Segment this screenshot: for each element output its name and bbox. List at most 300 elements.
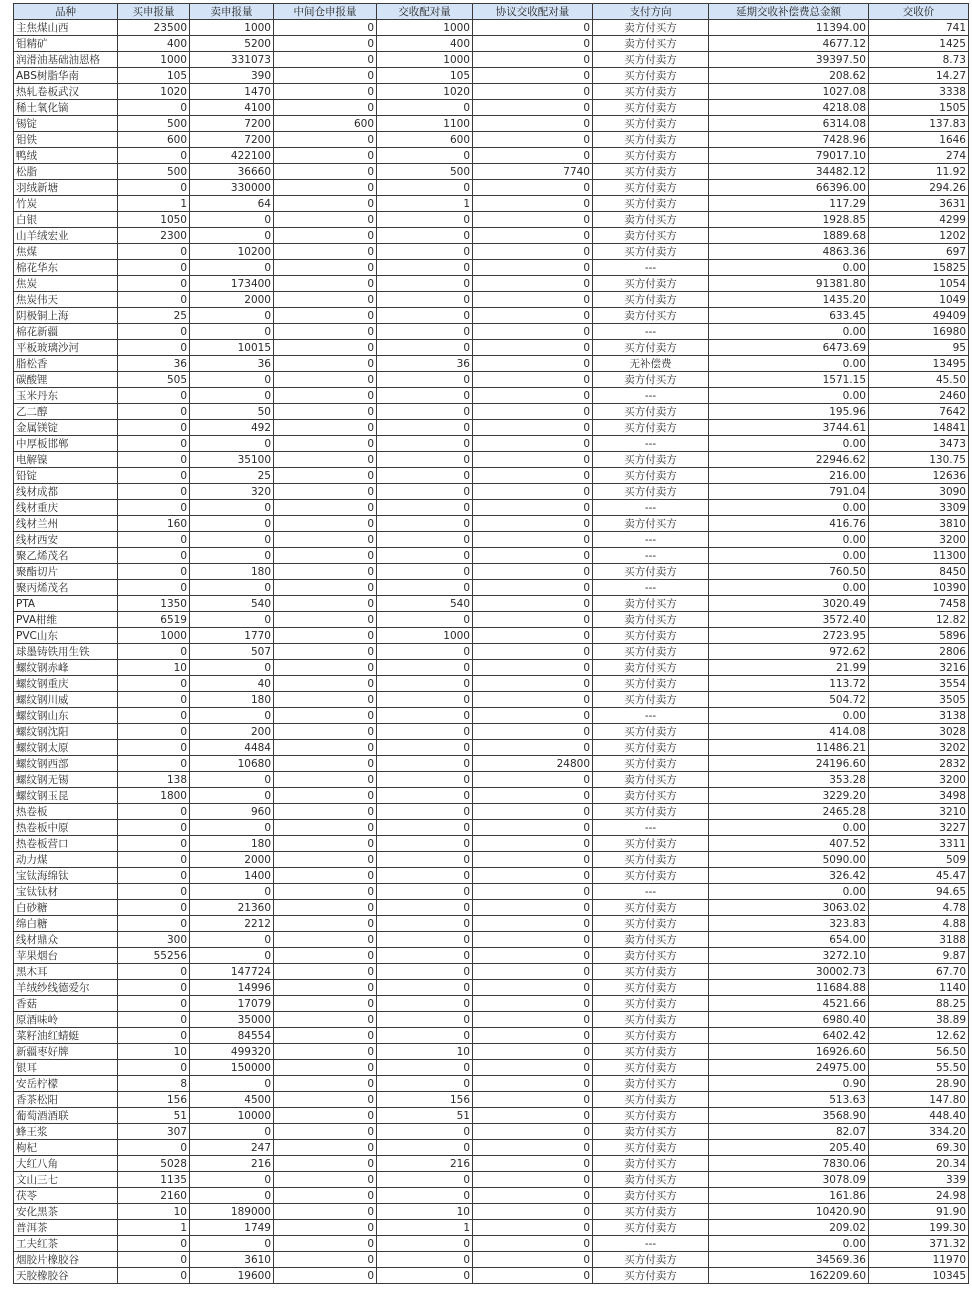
cell-payment-direction: 卖方付买方 (593, 1172, 709, 1188)
cell-payment-direction: 买方付卖方 (593, 196, 709, 212)
cell-delivery-matched: 0 (377, 1028, 473, 1044)
cell-delivery-matched: 0 (377, 580, 473, 596)
cell-product: 白砂糖 (14, 900, 118, 916)
cell-deferred-fee-total: 414.08 (709, 724, 869, 740)
table-row (14, 372, 969, 388)
cell-product: 松脂 (14, 164, 118, 180)
cell-deferred-fee-total: 0.00 (709, 388, 869, 404)
table-row (14, 164, 969, 180)
cell-sell-declared: 200 (190, 724, 274, 740)
cell-product: PVA柑维 (14, 612, 118, 628)
cell-payment-direction: 买方付卖方 (593, 100, 709, 116)
cell-delivery-matched: 400 (377, 36, 473, 52)
cell-buy-declared: 1050 (118, 212, 190, 228)
table-row (14, 292, 969, 308)
cell-buy-declared: 10 (118, 660, 190, 676)
cell-delivery-price: 7458 (869, 596, 969, 612)
cell-delivery-matched: 1000 (377, 20, 473, 36)
cell-product: 热卷板营口 (14, 836, 118, 852)
cell-buy-declared: 0 (118, 404, 190, 420)
table-row (14, 548, 969, 564)
table-row (14, 1076, 969, 1092)
cell-deferred-fee-total: 0.00 (709, 820, 869, 836)
cell-deferred-fee-total: 24196.60 (709, 756, 869, 772)
cell-intermediate-declared: 0 (274, 596, 377, 612)
table-row (14, 980, 969, 996)
cell-delivery-price: 1646 (869, 132, 969, 148)
cell-sell-declared: 4100 (190, 100, 274, 116)
cell-delivery-price: 38.89 (869, 1012, 969, 1028)
cell-deferred-fee-total: 34482.12 (709, 164, 869, 180)
cell-delivery-price: 1202 (869, 228, 969, 244)
cell-agreement-matched: 0 (473, 1060, 593, 1076)
cell-sell-declared: 0 (190, 516, 274, 532)
cell-sell-declared: 0 (190, 548, 274, 564)
cell-intermediate-declared: 0 (274, 212, 377, 228)
cell-deferred-fee-total: 0.00 (709, 1236, 869, 1252)
cell-delivery-matched: 1 (377, 196, 473, 212)
cell-product: 羊绒纱线德爱尔 (14, 980, 118, 996)
cell-payment-direction: 无补偿费 (593, 356, 709, 372)
settlement-table (13, 3, 969, 1284)
cell-buy-declared: 0 (118, 1252, 190, 1268)
table-row (14, 852, 969, 868)
cell-buy-declared: 0 (118, 100, 190, 116)
cell-delivery-price: 56.50 (869, 1044, 969, 1060)
cell-buy-declared: 1135 (118, 1172, 190, 1188)
cell-delivery-price: 5896 (869, 628, 969, 644)
cell-delivery-price: 147.80 (869, 1092, 969, 1108)
cell-intermediate-declared: 0 (274, 1220, 377, 1236)
cell-delivery-matched: 600 (377, 132, 473, 148)
cell-delivery-matched: 0 (377, 260, 473, 276)
cell-delivery-price: 3309 (869, 500, 969, 516)
cell-buy-declared: 1 (118, 1220, 190, 1236)
cell-intermediate-declared: 0 (274, 1252, 377, 1268)
cell-deferred-fee-total: 0.00 (709, 884, 869, 900)
cell-product: 棉花新疆 (14, 324, 118, 340)
cell-payment-direction: 买方付卖方 (593, 1140, 709, 1156)
cell-product: PVC山东 (14, 628, 118, 644)
cell-deferred-fee-total: 0.00 (709, 260, 869, 276)
cell-product: 天胶橡胶谷 (14, 1268, 118, 1284)
cell-agreement-matched: 0 (473, 100, 593, 116)
cell-deferred-fee-total: 504.72 (709, 692, 869, 708)
cell-sell-declared: 0 (190, 308, 274, 324)
cell-delivery-price: 3498 (869, 788, 969, 804)
cell-intermediate-declared: 0 (274, 932, 377, 948)
cell-sell-declared: 1470 (190, 84, 274, 100)
cell-deferred-fee-total: 1435.20 (709, 292, 869, 308)
cell-sell-declared: 7200 (190, 132, 274, 148)
cell-payment-direction: 买方付卖方 (593, 84, 709, 100)
cell-payment-direction: --- (593, 1236, 709, 1252)
cell-sell-declared: 35000 (190, 1012, 274, 1028)
cell-buy-declared: 0 (118, 1028, 190, 1044)
cell-delivery-matched: 0 (377, 996, 473, 1012)
cell-deferred-fee-total: 0.00 (709, 356, 869, 372)
table-row (14, 116, 969, 132)
cell-deferred-fee-total: 6980.40 (709, 1012, 869, 1028)
cell-intermediate-declared: 0 (274, 852, 377, 868)
cell-sell-declared: 0 (190, 772, 274, 788)
cell-product: 枸杞 (14, 1140, 118, 1156)
cell-payment-direction: 买方付卖方 (593, 692, 709, 708)
cell-agreement-matched: 0 (473, 212, 593, 228)
cell-buy-declared: 1000 (118, 52, 190, 68)
cell-delivery-price: 448.40 (869, 1108, 969, 1124)
cell-intermediate-declared: 0 (274, 1092, 377, 1108)
cell-deferred-fee-total: 1889.68 (709, 228, 869, 244)
cell-buy-declared: 8 (118, 1076, 190, 1092)
cell-agreement-matched: 0 (473, 420, 593, 436)
cell-deferred-fee-total: 2465.28 (709, 804, 869, 820)
cell-delivery-price: 2460 (869, 388, 969, 404)
table-row (14, 628, 969, 644)
cell-delivery-price: 3810 (869, 516, 969, 532)
table-row (14, 132, 969, 148)
cell-delivery-price: 339 (869, 1172, 969, 1188)
cell-delivery-price: 3227 (869, 820, 969, 836)
cell-product: 螺纹钢川威 (14, 692, 118, 708)
cell-agreement-matched: 0 (473, 308, 593, 324)
cell-agreement-matched: 0 (473, 932, 593, 948)
cell-delivery-matched: 0 (377, 276, 473, 292)
cell-intermediate-declared: 0 (274, 404, 377, 420)
cell-delivery-matched: 0 (377, 1012, 473, 1028)
table-row (14, 868, 969, 884)
cell-product: 脂松香 (14, 356, 118, 372)
cell-buy-declared: 0 (118, 260, 190, 276)
cell-intermediate-declared: 0 (274, 452, 377, 468)
cell-buy-declared: 0 (118, 900, 190, 916)
cell-payment-direction: 买方付卖方 (593, 564, 709, 580)
cell-deferred-fee-total: 216.00 (709, 468, 869, 484)
cell-payment-direction: 卖方付买方 (593, 948, 709, 964)
cell-product: 稀土氧化镝 (14, 100, 118, 116)
header-buy-declared: 买申报量 (118, 4, 190, 20)
cell-payment-direction: --- (593, 500, 709, 516)
cell-intermediate-declared: 0 (274, 324, 377, 340)
cell-deferred-fee-total: 4218.08 (709, 100, 869, 116)
cell-deferred-fee-total: 353.28 (709, 772, 869, 788)
cell-delivery-matched: 0 (377, 372, 473, 388)
table-row (14, 1044, 969, 1060)
cell-product: 主焦煤山西 (14, 20, 118, 36)
cell-delivery-price: 3200 (869, 532, 969, 548)
cell-buy-declared: 300 (118, 932, 190, 948)
cell-sell-declared: 36 (190, 356, 274, 372)
cell-payment-direction: 卖方付买方 (593, 308, 709, 324)
cell-agreement-matched: 0 (473, 324, 593, 340)
cell-deferred-fee-total: 21.99 (709, 660, 869, 676)
cell-deferred-fee-total: 66396.00 (709, 180, 869, 196)
cell-buy-declared: 0 (118, 980, 190, 996)
cell-product: ABS树脂华南 (14, 68, 118, 84)
cell-delivery-price: 24.98 (869, 1188, 969, 1204)
cell-payment-direction: 买方付卖方 (593, 1268, 709, 1284)
cell-product: 线材兰州 (14, 516, 118, 532)
table-row (14, 180, 969, 196)
cell-delivery-price: 8450 (869, 564, 969, 580)
cell-deferred-fee-total: 162209.60 (709, 1268, 869, 1284)
cell-payment-direction: 买方付卖方 (593, 340, 709, 356)
cell-product: PTA (14, 596, 118, 612)
header-sell-declared: 卖申报量 (190, 4, 274, 20)
cell-agreement-matched: 0 (473, 388, 593, 404)
cell-deferred-fee-total: 1027.08 (709, 84, 869, 100)
table-row (14, 948, 969, 964)
header-payment-direction: 支付方向 (593, 4, 709, 20)
cell-intermediate-declared: 0 (274, 900, 377, 916)
cell-sell-declared: 4500 (190, 1092, 274, 1108)
cell-sell-declared: 0 (190, 532, 274, 548)
cell-delivery-price: 9.87 (869, 948, 969, 964)
cell-product: 聚酯切片 (14, 564, 118, 580)
cell-buy-declared: 0 (118, 724, 190, 740)
cell-delivery-price: 12636 (869, 468, 969, 484)
table-row (14, 1124, 969, 1140)
cell-payment-direction: 买方付卖方 (593, 1108, 709, 1124)
cell-product: 新疆枣好牌 (14, 1044, 118, 1060)
cell-delivery-matched: 0 (377, 340, 473, 356)
header-deferred-fee-total: 延期交收补偿费总金额 (709, 4, 869, 20)
cell-sell-declared: 173400 (190, 276, 274, 292)
cell-sell-declared: 0 (190, 1172, 274, 1188)
header-agreement-matched: 协议交收配对量 (473, 4, 593, 20)
cell-payment-direction: 买方付卖方 (593, 68, 709, 84)
table-row (14, 436, 969, 452)
table-row (14, 68, 969, 84)
cell-agreement-matched: 0 (473, 196, 593, 212)
cell-product: 山羊绒宏业 (14, 228, 118, 244)
table-row (14, 564, 969, 580)
cell-product: 焦炭 (14, 276, 118, 292)
cell-deferred-fee-total: 1571.15 (709, 372, 869, 388)
cell-agreement-matched: 0 (473, 948, 593, 964)
cell-sell-declared: 3610 (190, 1252, 274, 1268)
cell-payment-direction: 卖方付买方 (593, 1188, 709, 1204)
table-row (14, 500, 969, 516)
cell-delivery-price: 3188 (869, 932, 969, 948)
cell-intermediate-declared: 0 (274, 1204, 377, 1220)
table-row (14, 452, 969, 468)
cell-deferred-fee-total: 0.00 (709, 548, 869, 564)
cell-product: 线材西安 (14, 532, 118, 548)
cell-deferred-fee-total: 39397.50 (709, 52, 869, 68)
cell-product: 乙二醇 (14, 404, 118, 420)
cell-payment-direction: 买方付卖方 (593, 804, 709, 820)
cell-sell-declared: 540 (190, 596, 274, 612)
cell-sell-declared: 247 (190, 1140, 274, 1156)
cell-deferred-fee-total: 760.50 (709, 564, 869, 580)
cell-agreement-matched: 0 (473, 436, 593, 452)
cell-delivery-matched: 0 (377, 548, 473, 564)
table-row (14, 1188, 969, 1204)
cell-buy-declared: 0 (118, 1236, 190, 1252)
cell-payment-direction: 买方付卖方 (593, 740, 709, 756)
cell-agreement-matched: 0 (473, 916, 593, 932)
cell-product: 宝钛海绵钛 (14, 868, 118, 884)
cell-delivery-price: 69.30 (869, 1140, 969, 1156)
cell-delivery-matched: 0 (377, 884, 473, 900)
cell-deferred-fee-total: 205.40 (709, 1140, 869, 1156)
cell-delivery-matched: 0 (377, 420, 473, 436)
cell-intermediate-declared: 0 (274, 52, 377, 68)
cell-intermediate-declared: 0 (274, 1124, 377, 1140)
cell-sell-declared: 10200 (190, 244, 274, 260)
cell-payment-direction: 买方付卖方 (593, 756, 709, 772)
cell-delivery-matched: 0 (377, 180, 473, 196)
cell-deferred-fee-total: 7830.06 (709, 1156, 869, 1172)
cell-agreement-matched: 0 (473, 452, 593, 468)
cell-sell-declared: 1749 (190, 1220, 274, 1236)
cell-payment-direction: 买方付卖方 (593, 724, 709, 740)
cell-sell-declared: 0 (190, 612, 274, 628)
cell-delivery-matched: 0 (377, 564, 473, 580)
cell-delivery-matched: 0 (377, 788, 473, 804)
cell-deferred-fee-total: 3744.61 (709, 420, 869, 436)
table-row (14, 996, 969, 1012)
cell-deferred-fee-total: 91381.80 (709, 276, 869, 292)
cell-delivery-matched: 0 (377, 1076, 473, 1092)
cell-agreement-matched: 0 (473, 1188, 593, 1204)
cell-delivery-price: 3138 (869, 708, 969, 724)
cell-intermediate-declared: 0 (274, 436, 377, 452)
table-row (14, 340, 969, 356)
cell-delivery-matched: 0 (377, 436, 473, 452)
cell-intermediate-declared: 0 (274, 20, 377, 36)
cell-agreement-matched: 0 (473, 580, 593, 596)
cell-sell-declared: 960 (190, 804, 274, 820)
cell-agreement-matched: 0 (473, 1076, 593, 1092)
cell-agreement-matched: 0 (473, 612, 593, 628)
cell-sell-declared: 50 (190, 404, 274, 420)
cell-agreement-matched: 0 (473, 52, 593, 68)
cell-buy-declared: 1000 (118, 628, 190, 644)
cell-delivery-price: 3210 (869, 804, 969, 820)
cell-buy-declared: 500 (118, 164, 190, 180)
cell-payment-direction: 买方付卖方 (593, 1044, 709, 1060)
cell-deferred-fee-total: 3020.49 (709, 596, 869, 612)
cell-delivery-matched: 0 (377, 292, 473, 308)
cell-product: 鸭绒 (14, 148, 118, 164)
cell-payment-direction: 买方付卖方 (593, 404, 709, 420)
cell-delivery-matched: 105 (377, 68, 473, 84)
cell-delivery-matched: 0 (377, 1172, 473, 1188)
cell-delivery-price: 3554 (869, 676, 969, 692)
cell-payment-direction: 卖方付买方 (593, 516, 709, 532)
cell-deferred-fee-total: 30002.73 (709, 964, 869, 980)
cell-buy-declared: 600 (118, 132, 190, 148)
cell-product: 线材成都 (14, 484, 118, 500)
cell-payment-direction: 买方付卖方 (593, 468, 709, 484)
cell-intermediate-declared: 0 (274, 484, 377, 500)
cell-deferred-fee-total: 416.76 (709, 516, 869, 532)
cell-buy-declared: 0 (118, 756, 190, 772)
cell-delivery-matched: 0 (377, 324, 473, 340)
cell-deferred-fee-total: 5090.00 (709, 852, 869, 868)
cell-intermediate-declared: 0 (274, 1188, 377, 1204)
table-row (14, 276, 969, 292)
cell-buy-declared: 0 (118, 580, 190, 596)
cell-delivery-matched: 0 (377, 244, 473, 260)
cell-product: 棉花华东 (14, 260, 118, 276)
cell-delivery-price: 2806 (869, 644, 969, 660)
cell-agreement-matched: 0 (473, 1092, 593, 1108)
cell-delivery-matched: 0 (377, 724, 473, 740)
cell-payment-direction: 买方付卖方 (593, 1060, 709, 1076)
cell-sell-declared: 422100 (190, 148, 274, 164)
cell-payment-direction: 卖方付买方 (593, 228, 709, 244)
cell-deferred-fee-total: 34569.36 (709, 1252, 869, 1268)
cell-deferred-fee-total: 195.96 (709, 404, 869, 420)
cell-intermediate-declared: 0 (274, 308, 377, 324)
table-row (14, 676, 969, 692)
cell-delivery-price: 45.50 (869, 372, 969, 388)
table-row (14, 1108, 969, 1124)
cell-sell-declared: 0 (190, 660, 274, 676)
table-row (14, 1156, 969, 1172)
cell-intermediate-declared: 0 (274, 644, 377, 660)
cell-delivery-price: 15825 (869, 260, 969, 276)
cell-intermediate-declared: 0 (274, 468, 377, 484)
table-row (14, 1268, 969, 1284)
cell-agreement-matched: 0 (473, 1124, 593, 1140)
cell-delivery-price: 199.30 (869, 1220, 969, 1236)
cell-intermediate-declared: 0 (274, 740, 377, 756)
cell-agreement-matched: 0 (473, 676, 593, 692)
cell-product: 安岳柠檬 (14, 1076, 118, 1092)
cell-intermediate-declared: 0 (274, 164, 377, 180)
cell-intermediate-declared: 0 (274, 100, 377, 116)
cell-product: 线材重庆 (14, 500, 118, 516)
cell-payment-direction: 买方付卖方 (593, 1092, 709, 1108)
cell-buy-declared: 0 (118, 1268, 190, 1284)
cell-payment-direction: 买方付卖方 (593, 676, 709, 692)
cell-delivery-matched: 0 (377, 980, 473, 996)
cell-buy-declared: 23500 (118, 20, 190, 36)
cell-delivery-price: 697 (869, 244, 969, 260)
table-row (14, 532, 969, 548)
cell-delivery-price: 11970 (869, 1252, 969, 1268)
cell-delivery-price: 16980 (869, 324, 969, 340)
cell-product: 宝钛钛材 (14, 884, 118, 900)
cell-sell-declared: 1000 (190, 20, 274, 36)
cell-delivery-matched: 0 (377, 1060, 473, 1076)
cell-deferred-fee-total: 2723.95 (709, 628, 869, 644)
cell-buy-declared: 0 (118, 564, 190, 580)
cell-intermediate-declared: 0 (274, 196, 377, 212)
cell-payment-direction: 买方付卖方 (593, 1012, 709, 1028)
table-row (14, 660, 969, 676)
cell-payment-direction: 卖方付买方 (593, 772, 709, 788)
cell-payment-direction: 卖方付买方 (593, 612, 709, 628)
cell-delivery-matched: 0 (377, 820, 473, 836)
cell-delivery-price: 95 (869, 340, 969, 356)
cell-sell-declared: 35100 (190, 452, 274, 468)
table-row (14, 196, 969, 212)
cell-product: 铅锭 (14, 468, 118, 484)
cell-buy-declared: 0 (118, 500, 190, 516)
cell-intermediate-declared: 0 (274, 1172, 377, 1188)
cell-buy-declared: 51 (118, 1108, 190, 1124)
cell-agreement-matched: 0 (473, 1268, 593, 1284)
cell-payment-direction: 买方付卖方 (593, 996, 709, 1012)
cell-agreement-matched: 0 (473, 404, 593, 420)
settlement-table-container (13, 3, 969, 1284)
cell-payment-direction: 卖方付买方 (593, 660, 709, 676)
